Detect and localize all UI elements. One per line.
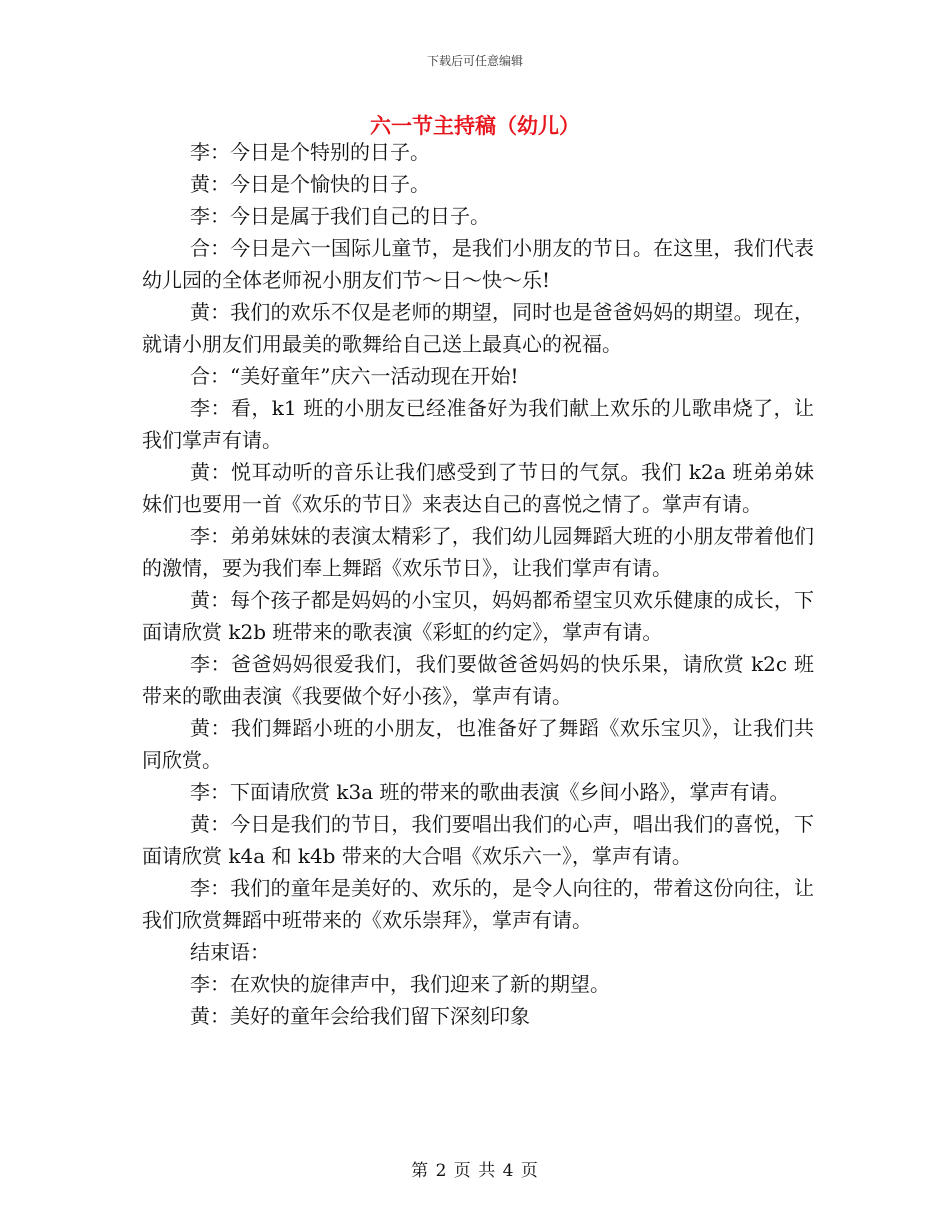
dialogue-paragraph: 黄：今日是我们的节日，我们要唱出我们的心声，唱出我们的喜悦，下面请欣赏 k4a 和 k4b 带来的大合唱《欢乐六一》，掌声有请。 <box>142 812 814 868</box>
page-header: 下载后可任意编辑 <box>426 54 523 68</box>
dialogue-paragraph: 黄：今日是个愉快的日子。 <box>190 172 430 196</box>
dialogue-paragraph: 李：看，k1 班的小朋友已经准备好为我们献上欢乐的儿歌串烧了，让我们掌声有请。 <box>142 396 814 452</box>
dialogue-paragraph: 李：我们的童年是美好的、欢乐的，是令人向往的，带着这份向往，让我们欣赏舞蹈中班带来的《欢乐崇拜》，掌声有请。 <box>142 876 814 932</box>
dialogue-paragraph: 黄：我们舞蹈小班的小朋友，也准备好了舞蹈《欢乐宝贝》，让我们共同欣赏。 <box>142 716 814 772</box>
page-footer: 第 2 页 共 4 页 <box>411 1161 539 1181</box>
dialogue-paragraph: 合：“美好童年”庆六一活动现在开始! <box>190 364 519 388</box>
dialogue-paragraph: 黄：我们的欢乐不仅是老师的期望，同时也是爸爸妈妈的期望。现在，就请小朋友们用最美的歌舞给自己送上最真心的祝福。 <box>142 300 814 356</box>
dialogue-paragraph: 李：爸爸妈妈很爱我们，我们要做爸爸妈妈的快乐果，请欣赏 k2c 班带来的歌曲表演《我要做个好小孩》，掌声有请。 <box>142 652 814 708</box>
dialogue-paragraph: 黄：每个孩子都是妈妈的小宝贝，妈妈都希望宝贝欢乐健康的成长，下面请欣赏 k2b 班带来的歌表演《彩虹的约定》，掌声有请。 <box>142 588 814 644</box>
dialogue-paragraph: 李：今日是属于我们自己的日子。 <box>190 204 490 228</box>
dialogue-paragraph: 结束语： <box>190 940 270 964</box>
dialogue-paragraph: 李：今日是个特别的日子。 <box>190 140 430 164</box>
dialogue-paragraph: 李：在欢快的旋律声中，我们迎来了新的期望。 <box>190 972 610 996</box>
dialogue-paragraph: 李：弟弟妹妹的表演太精彩了，我们幼儿园舞蹈大班的小朋友带着他们的激情，要为我们奉上舞蹈《欢乐节日》，让我们掌声有请。 <box>142 524 814 580</box>
document-title: 六一节主持稿（幼儿） <box>370 114 580 138</box>
dialogue-paragraph: 黄：美好的童年会给我们留下深刻印象 <box>190 1004 530 1028</box>
dialogue-paragraph: 黄：悦耳动听的音乐让我们感受到了节日的气氛。我们 k2a 班弟弟妹妹们也要用一首《欢乐的节日》来表达自己的喜悦之情了。掌声有请。 <box>142 460 814 516</box>
dialogue-paragraph: 李：下面请欣赏 k3a 班的带来的歌曲表演《乡间小路》，掌声有请。 <box>190 780 790 804</box>
dialogue-paragraph: 合：今日是六一国际儿童节，是我们小朋友的节日。在这里，我们代表幼儿园的全体老师祝小朋友们节～日～快～乐! <box>142 236 814 292</box>
document-body <box>142 136 814 1032</box>
